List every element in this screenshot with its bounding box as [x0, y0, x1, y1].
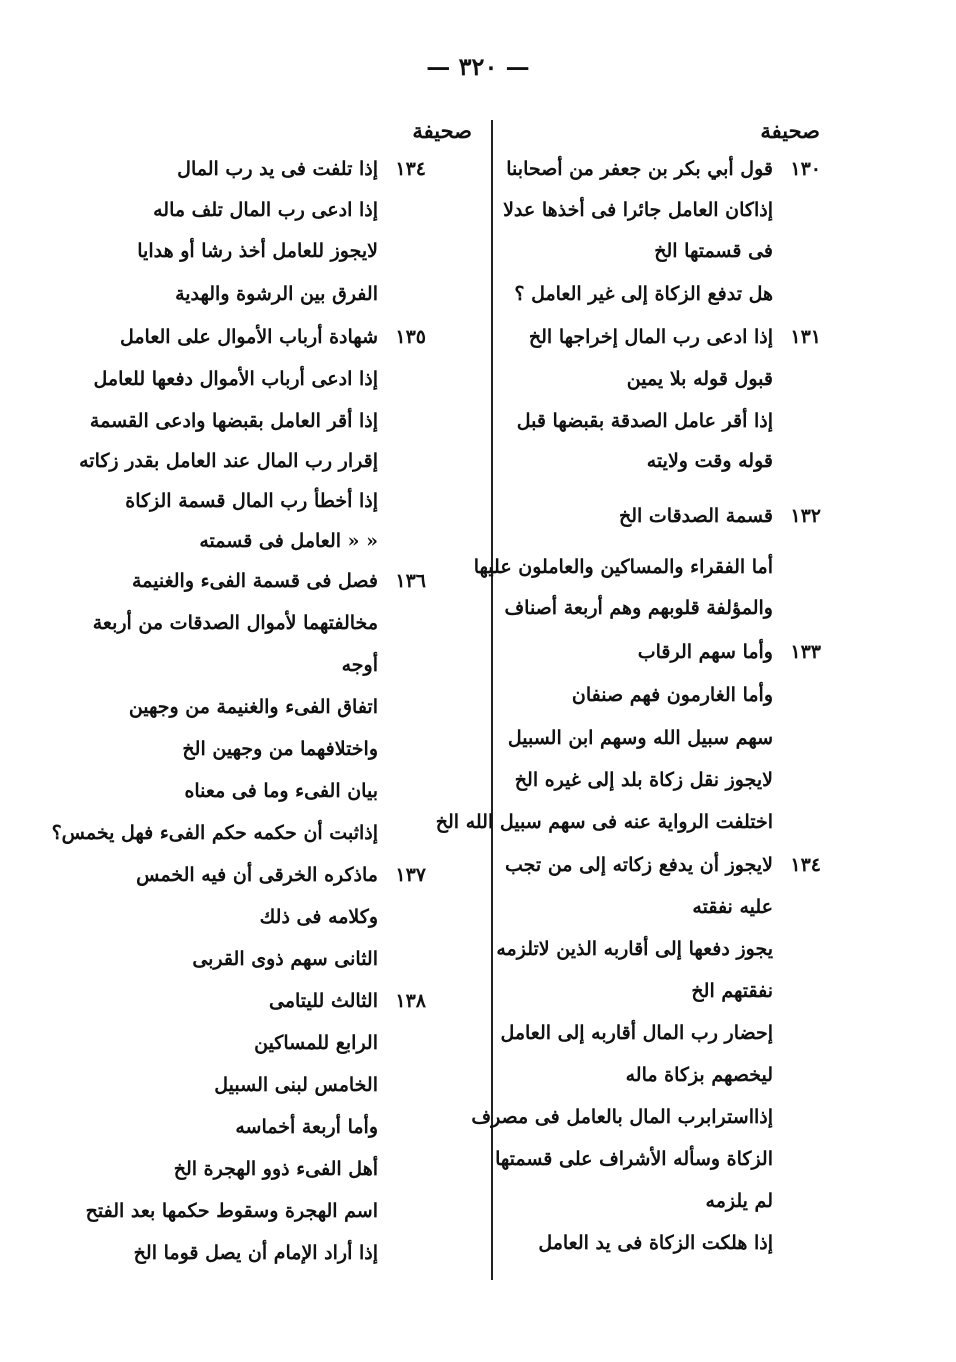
entry-text: سهم سبيل الله وسهم ابن السبيل — [507, 727, 773, 749]
entry-text: الخامس لبنى السبيل — [214, 1074, 378, 1096]
entry-text: إذا أخطأ رب المال قسمة الزكاة — [125, 490, 378, 512]
page-ref-number: ١٣٢ — [790, 505, 821, 527]
entry-text: اختلفت الرواية عنه فى سهم سبيل الله الخ — [435, 811, 773, 833]
index-entry — [134, 1242, 426, 1264]
entry-text: قسمة الصدقات الخ — [618, 505, 773, 527]
index-entry — [199, 530, 426, 552]
index-entry — [125, 490, 426, 512]
page-ref-number: ١٣٧ — [395, 864, 426, 886]
page-ref-number: ١٣٨ — [395, 990, 426, 1012]
entry-text: أما الفقراء والمساكين والعاملون عليها — [473, 556, 773, 578]
page-ref-number: ١٣٠ — [790, 158, 821, 180]
entry-text: لم يلزمه — [705, 1190, 773, 1212]
entry-text: الفرق بين الرشوة والهدية — [175, 283, 378, 305]
index-entry — [79, 450, 426, 472]
entry-text: أهل الفىء ذوو الهجرة الخ — [173, 1158, 378, 1180]
index-entry — [508, 727, 821, 749]
entry-text: « « العامل فى قسمته — [199, 530, 378, 552]
page-ref-number: ١٣٦ — [395, 570, 426, 592]
entry-text: عليه نفقته — [692, 896, 773, 918]
index-entry — [269, 990, 426, 1012]
entry-text: نفقتهم الخ — [691, 980, 773, 1002]
entry-text: مخالفتهما لأموال الصدقات من أربعة — [92, 612, 378, 634]
entry-text: الرابع للمساكين — [254, 1032, 378, 1054]
index-entry — [94, 368, 426, 390]
index-entry — [192, 948, 426, 970]
index-entry — [129, 696, 426, 718]
index-entry — [506, 158, 821, 180]
entry-text: لايجوز للعامل أخذ رشا أو هدايا — [137, 240, 378, 262]
left-column-header: صحيفة — [412, 118, 472, 143]
index-entry — [184, 780, 426, 802]
entry-text: لايجوز نقل زكاة بلد إلى غيره الخ — [514, 769, 773, 791]
entry-text: إذا ادعى رب المال تلف ماله — [153, 199, 378, 221]
entry-text: ليخصهم بزكاة ماله — [625, 1064, 773, 1086]
page-ref-number: ١٣٤ — [395, 158, 426, 180]
entry-text: إذا أقر عامل الصدقة بقبضها قبل — [516, 410, 773, 432]
entry-text: إذا أراد الإمام أن يصل قوما الخ — [133, 1242, 378, 1264]
entry-text: الثالث لليتامى — [269, 990, 378, 1012]
index-entry — [120, 326, 426, 348]
index-entry — [692, 896, 821, 918]
index-entry — [500, 1022, 821, 1044]
index-entry — [572, 684, 821, 706]
page-number: — ٣٢٠ — — [426, 52, 530, 81]
entry-text: بيان الفىء وما فى معناه — [184, 780, 378, 802]
entry-text: وأما سهم الرقاب — [637, 641, 773, 663]
index-entry — [517, 410, 821, 432]
index-entry — [175, 283, 426, 305]
entry-text: والمؤلفة قلوبهم وهم أربعة أصناف — [504, 597, 773, 619]
entry-text: قوله وقت ولايته — [646, 450, 773, 472]
index-entry — [626, 1064, 821, 1086]
index-entry — [471, 1106, 821, 1128]
index-entry — [137, 240, 426, 262]
index-entry — [504, 597, 821, 619]
entry-text: ماذكره الخرقى أن فيه الخمس — [136, 864, 378, 886]
entry-text: هل تدفع الزكاة إلى غير العامل ؟ — [514, 283, 773, 305]
entry-text: فى قسمتها الخ — [654, 240, 773, 262]
index-entry — [538, 1232, 821, 1254]
index-entry — [254, 1032, 426, 1054]
right-column-header: صحيفة — [760, 118, 820, 143]
index-entry — [342, 654, 426, 676]
index-entry — [260, 906, 426, 928]
index-entry — [706, 1190, 821, 1212]
index-entry — [515, 769, 821, 791]
entry-text: اتفاق الفىء والغنيمة من وجهين — [128, 696, 378, 718]
entry-text: وأما أربعة أخماسه — [235, 1116, 378, 1138]
index-entry — [503, 199, 821, 221]
entry-text: أوجه — [341, 654, 378, 676]
entry-text: إذا ادعى رب المال إخراجها الخ — [528, 326, 773, 348]
entry-text: شهادة أرباب الأموال على العامل — [119, 326, 378, 348]
page-ref-number: ١٣٤ — [790, 854, 821, 876]
entry-text: إذا تلفت فى يد رب المال — [177, 158, 378, 180]
entry-text: وأما الغارمون فهم صنفان — [571, 684, 773, 706]
index-entry — [474, 556, 821, 578]
index-entry — [132, 570, 426, 592]
index-entry — [86, 1200, 426, 1222]
page-ref-number: ١٣٥ — [395, 326, 426, 348]
entry-text: الثانى سهم ذوى القربى — [192, 948, 378, 970]
entry-text: وكلامه فى ذلك — [259, 906, 378, 928]
index-entry — [90, 410, 426, 432]
entry-text: إقرار رب المال عند العامل بقدر زكاته — [79, 450, 378, 472]
entry-text: إذاكان العامل جائرا فى أخذها عدلا — [503, 199, 773, 221]
index-entry — [174, 1158, 426, 1180]
index-entry — [627, 368, 821, 390]
entry-text: واختلافهما من وجهين الخ — [182, 738, 378, 760]
entry-text: إذا ادعى أرباب الأموال دفعها للعامل — [93, 368, 378, 390]
index-entry — [52, 822, 426, 844]
index-entry — [647, 450, 821, 472]
index-entry — [235, 1116, 426, 1138]
entry-text: لايجوز أن يدفع زكاته إلى من تجب — [505, 854, 773, 876]
entry-text: قبول قوله بلا يمين — [626, 368, 773, 390]
index-entry — [529, 326, 821, 348]
index-entry — [514, 283, 821, 305]
entry-text: اسم الهجرة وسقوط حكمها بعد الفتح — [85, 1200, 378, 1222]
entry-text: إذااسترابرب المال بالعامل فى مصرف — [471, 1106, 773, 1128]
index-entry — [619, 505, 821, 527]
entry-text: إحضار رب المال أقاربه إلى العامل — [500, 1022, 773, 1044]
entry-text: الزكاة وسأله الأشراف على قسمتها — [495, 1148, 773, 1170]
index-entry — [654, 240, 821, 262]
index-entry — [177, 158, 426, 180]
entry-text: إذا هلكت الزكاة فى يد العامل — [538, 1232, 773, 1254]
index-entry — [136, 864, 426, 886]
index-entry — [153, 199, 426, 221]
page-ref-number: ١٣٣ — [790, 641, 821, 663]
entry-text: يجوز دفعها إلى أقاربه الذين لاتلزمه — [496, 938, 773, 960]
entry-text: إذا أقر العامل بقبضها وادعى القسمة — [89, 410, 378, 432]
entry-text: فصل فى قسمة الفىء والغنيمة — [131, 570, 378, 592]
entry-text: قول أبي بكر بن جعفر من أصحابنا — [506, 158, 773, 180]
index-entry — [93, 612, 426, 634]
index-entry — [505, 854, 821, 876]
entry-text: إذاثبت أن حكمه حكم الفىء فهل يخمس؟ — [51, 822, 378, 844]
index-entry — [214, 1074, 426, 1096]
index-entry — [638, 641, 821, 663]
page-ref-number: ١٣١ — [790, 326, 821, 348]
index-entry — [436, 811, 821, 833]
index-entry — [495, 1148, 821, 1170]
index-entry — [691, 980, 821, 1002]
index-entry — [182, 738, 426, 760]
index-entry — [496, 938, 821, 960]
